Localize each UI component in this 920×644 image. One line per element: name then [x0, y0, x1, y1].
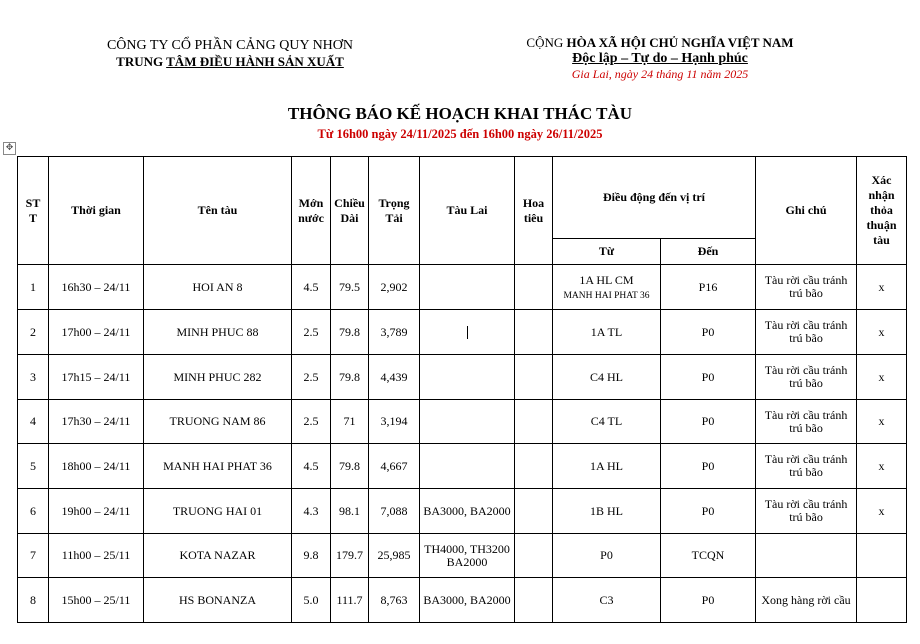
header-ship-name: Tên tàu — [144, 157, 292, 265]
header-note: Ghi chú — [756, 157, 857, 265]
cell-note: Tàu rời cầu tránh trú bão — [756, 400, 857, 444]
cell-tug: BA3000, BA2000 — [420, 489, 515, 534]
cell-tug — [420, 355, 515, 400]
cell-from: C4 TL — [553, 400, 661, 444]
table-row — [18, 310, 907, 355]
cell-length: 111.7 — [331, 578, 369, 623]
cell-draft: 2.5 — [292, 400, 331, 444]
cell-ship-name: HOI AN 8 — [144, 265, 292, 310]
cell-confirmation: x — [857, 265, 907, 310]
cell-pilot — [515, 265, 553, 310]
cell-length: 79.8 — [331, 444, 369, 489]
cell-confirmation: x — [857, 400, 907, 444]
cell-stt: 7 — [18, 534, 49, 578]
table-row — [18, 444, 907, 489]
text-cursor — [467, 326, 468, 339]
table-row — [18, 400, 907, 444]
cell-time: 18h00 – 24/11 — [49, 444, 144, 489]
header-pilot: Hoa tiêu — [515, 157, 553, 265]
header-stt: ST T — [18, 157, 49, 265]
table-row — [18, 355, 907, 400]
cell-tug — [420, 265, 515, 310]
cell-tonnage: 4,667 — [369, 444, 420, 489]
cell-draft: 2.5 — [292, 310, 331, 355]
cell-time: 16h30 – 24/11 — [49, 265, 144, 310]
table-header-row — [18, 157, 907, 239]
cell-to: P0 — [661, 444, 756, 489]
cell-length: 179.7 — [331, 534, 369, 578]
document-subtitle: Từ 16h00 ngày 24/11/2025 đến 16h00 ngày 26/11/2025 — [317, 127, 603, 141]
cell-time: 11h00 – 25/11 — [49, 534, 144, 578]
cell-note: Tàu rời cầu tránh trú bão — [756, 355, 857, 400]
cell-tonnage: 4,439 — [369, 355, 420, 400]
cell-pilot — [515, 534, 553, 578]
cell-length: 79.8 — [331, 355, 369, 400]
cell-note: Xong hàng rời cầu — [756, 578, 857, 623]
cell-ship-name: KOTA NAZAR — [144, 534, 292, 578]
cell-pilot — [515, 310, 553, 355]
department-name — [80, 54, 380, 70]
cell-time: 17h30 – 24/11 — [49, 400, 144, 444]
cell-tonnage: 3,194 — [369, 400, 420, 444]
header-move-to-position: Điều động đến vị trí — [553, 157, 756, 239]
cell-note: Tàu rời cầu tránh trú bão — [756, 310, 857, 355]
cell-note: Tàu rời cầu tránh trú bão — [756, 444, 857, 489]
cell-draft: 4.5 — [292, 444, 331, 489]
cell-stt: 1 — [18, 265, 49, 310]
cell-to: P16 — [661, 265, 756, 310]
country-name — [505, 35, 815, 51]
national-motto: Độc lập – Tự do – Hạnh phúc — [572, 51, 748, 66]
cell-from: C4 HL — [553, 355, 661, 400]
from-position: 1A HL CM — [579, 273, 634, 287]
table-row — [18, 265, 907, 310]
cell-confirmation: x — [857, 310, 907, 355]
cell-length: 98.1 — [331, 489, 369, 534]
ship-plan-table — [17, 156, 907, 623]
cell-pilot — [515, 489, 553, 534]
cell-to: P0 — [661, 310, 756, 355]
cell-pilot — [515, 578, 553, 623]
cell-time: 17h15 – 24/11 — [49, 355, 144, 400]
cell-stt: 4 — [18, 400, 49, 444]
cell-length: 79.8 — [331, 310, 369, 355]
cell-from — [553, 265, 661, 310]
cell-to: P0 — [661, 400, 756, 444]
cell-time: 19h00 – 24/11 — [49, 489, 144, 534]
header-tonnage: Trọng Tải — [369, 157, 420, 265]
cell-ship-name: MINH PHUC 282 — [144, 355, 292, 400]
cell-pilot — [515, 400, 553, 444]
cell-length: 71 — [331, 400, 369, 444]
cell-tonnage: 8,763 — [369, 578, 420, 623]
table-row — [18, 534, 907, 578]
cell-tonnage: 25,985 — [369, 534, 420, 578]
cell-from: 1B HL — [553, 489, 661, 534]
cell-to: TCQN — [661, 534, 756, 578]
company-header — [80, 38, 380, 70]
header-to: Đến — [661, 239, 756, 265]
cell-stt: 5 — [18, 444, 49, 489]
header-from: Từ — [553, 239, 661, 265]
cell-note: Tàu rời cầu tránh trú bão — [756, 265, 857, 310]
cell-to: P0 — [661, 355, 756, 400]
cell-pilot — [515, 355, 553, 400]
cell-note: Tàu rời cầu tránh trú bão — [756, 489, 857, 534]
cell-tug: TH4000, TH3200 BA2000 — [420, 534, 515, 578]
cell-length: 79.5 — [331, 265, 369, 310]
place-date: Gia Lai, ngày 24 tháng 11 năm 2025 — [571, 67, 749, 81]
cell-draft: 4.3 — [292, 489, 331, 534]
cell-ship-name: TRUONG NAM 86 — [144, 400, 292, 444]
table-move-handle-icon[interactable]: ✥ — [3, 142, 16, 155]
cell-from: P0 — [553, 534, 661, 578]
table-row — [18, 489, 907, 534]
cell-ship-name: MANH HAI PHAT 36 — [144, 444, 292, 489]
national-header — [505, 35, 815, 82]
cell-stt: 8 — [18, 578, 49, 623]
cell-from: 1A TL — [553, 310, 661, 355]
header-confirmation: Xác nhận thỏa thuận tàu — [857, 157, 907, 265]
cell-note — [756, 534, 857, 578]
company-name: CÔNG TY CỔ PHẦN CẢNG QUY NHƠN — [106, 38, 354, 53]
cell-confirmation: x — [857, 355, 907, 400]
cell-ship-name: TRUONG HAI 01 — [144, 489, 292, 534]
cell-from: 1A HL — [553, 444, 661, 489]
header-tug: Tàu Lai — [420, 157, 515, 265]
cell-stt: 6 — [18, 489, 49, 534]
cell-pilot — [515, 444, 553, 489]
header-draft: Mớn nước — [292, 157, 331, 265]
cell-time: 17h00 – 24/11 — [49, 310, 144, 355]
cell-ship-name: HS BONANZA — [144, 578, 292, 623]
cell-draft: 2.5 — [292, 355, 331, 400]
cell-tug: BA3000, BA2000 — [420, 578, 515, 623]
cell-from: C3 — [553, 578, 661, 623]
cell-confirmation: x — [857, 444, 907, 489]
cell-confirmation — [857, 534, 907, 578]
cell-stt: 2 — [18, 310, 49, 355]
cell-confirmation — [857, 578, 907, 623]
cell-confirmation: x — [857, 489, 907, 534]
cell-tonnage: 3,789 — [369, 310, 420, 355]
cell-to: P0 — [661, 578, 756, 623]
cell-tonnage: 7,088 — [369, 489, 420, 534]
country-bold: HÒA XÃ HỘI CHỦ NGHĨA VIỆT NAM — [566, 35, 794, 50]
header-length: Chiều Dài — [331, 157, 369, 265]
cell-draft: 4.5 — [292, 265, 331, 310]
cell-tug — [420, 400, 515, 444]
cell-ship-name: MINH PHUC 88 — [144, 310, 292, 355]
department-underlined: TÂM ĐIỀU HÀNH SẢN XUẤT — [166, 54, 344, 69]
document-title: THÔNG BÁO KẾ HOẠCH KHAI THÁC TÀU — [287, 104, 633, 123]
cell-tug — [420, 444, 515, 489]
cell-tonnage: 2,902 — [369, 265, 420, 310]
cell-stt: 3 — [18, 355, 49, 400]
cell-to: P0 — [661, 489, 756, 534]
cell-draft: 9.8 — [292, 534, 331, 578]
cell-tug[interactable] — [420, 310, 515, 355]
department-prefix: TRUNG — [116, 54, 167, 69]
country-prefix: CỘNG — [526, 35, 567, 50]
table-row — [18, 578, 907, 623]
from-position-extra: MANH HAI PHAT 36 — [563, 291, 650, 301]
header-time: Thời gian — [49, 157, 144, 265]
cell-draft: 5.0 — [292, 578, 331, 623]
cell-time: 15h00 – 25/11 — [49, 578, 144, 623]
